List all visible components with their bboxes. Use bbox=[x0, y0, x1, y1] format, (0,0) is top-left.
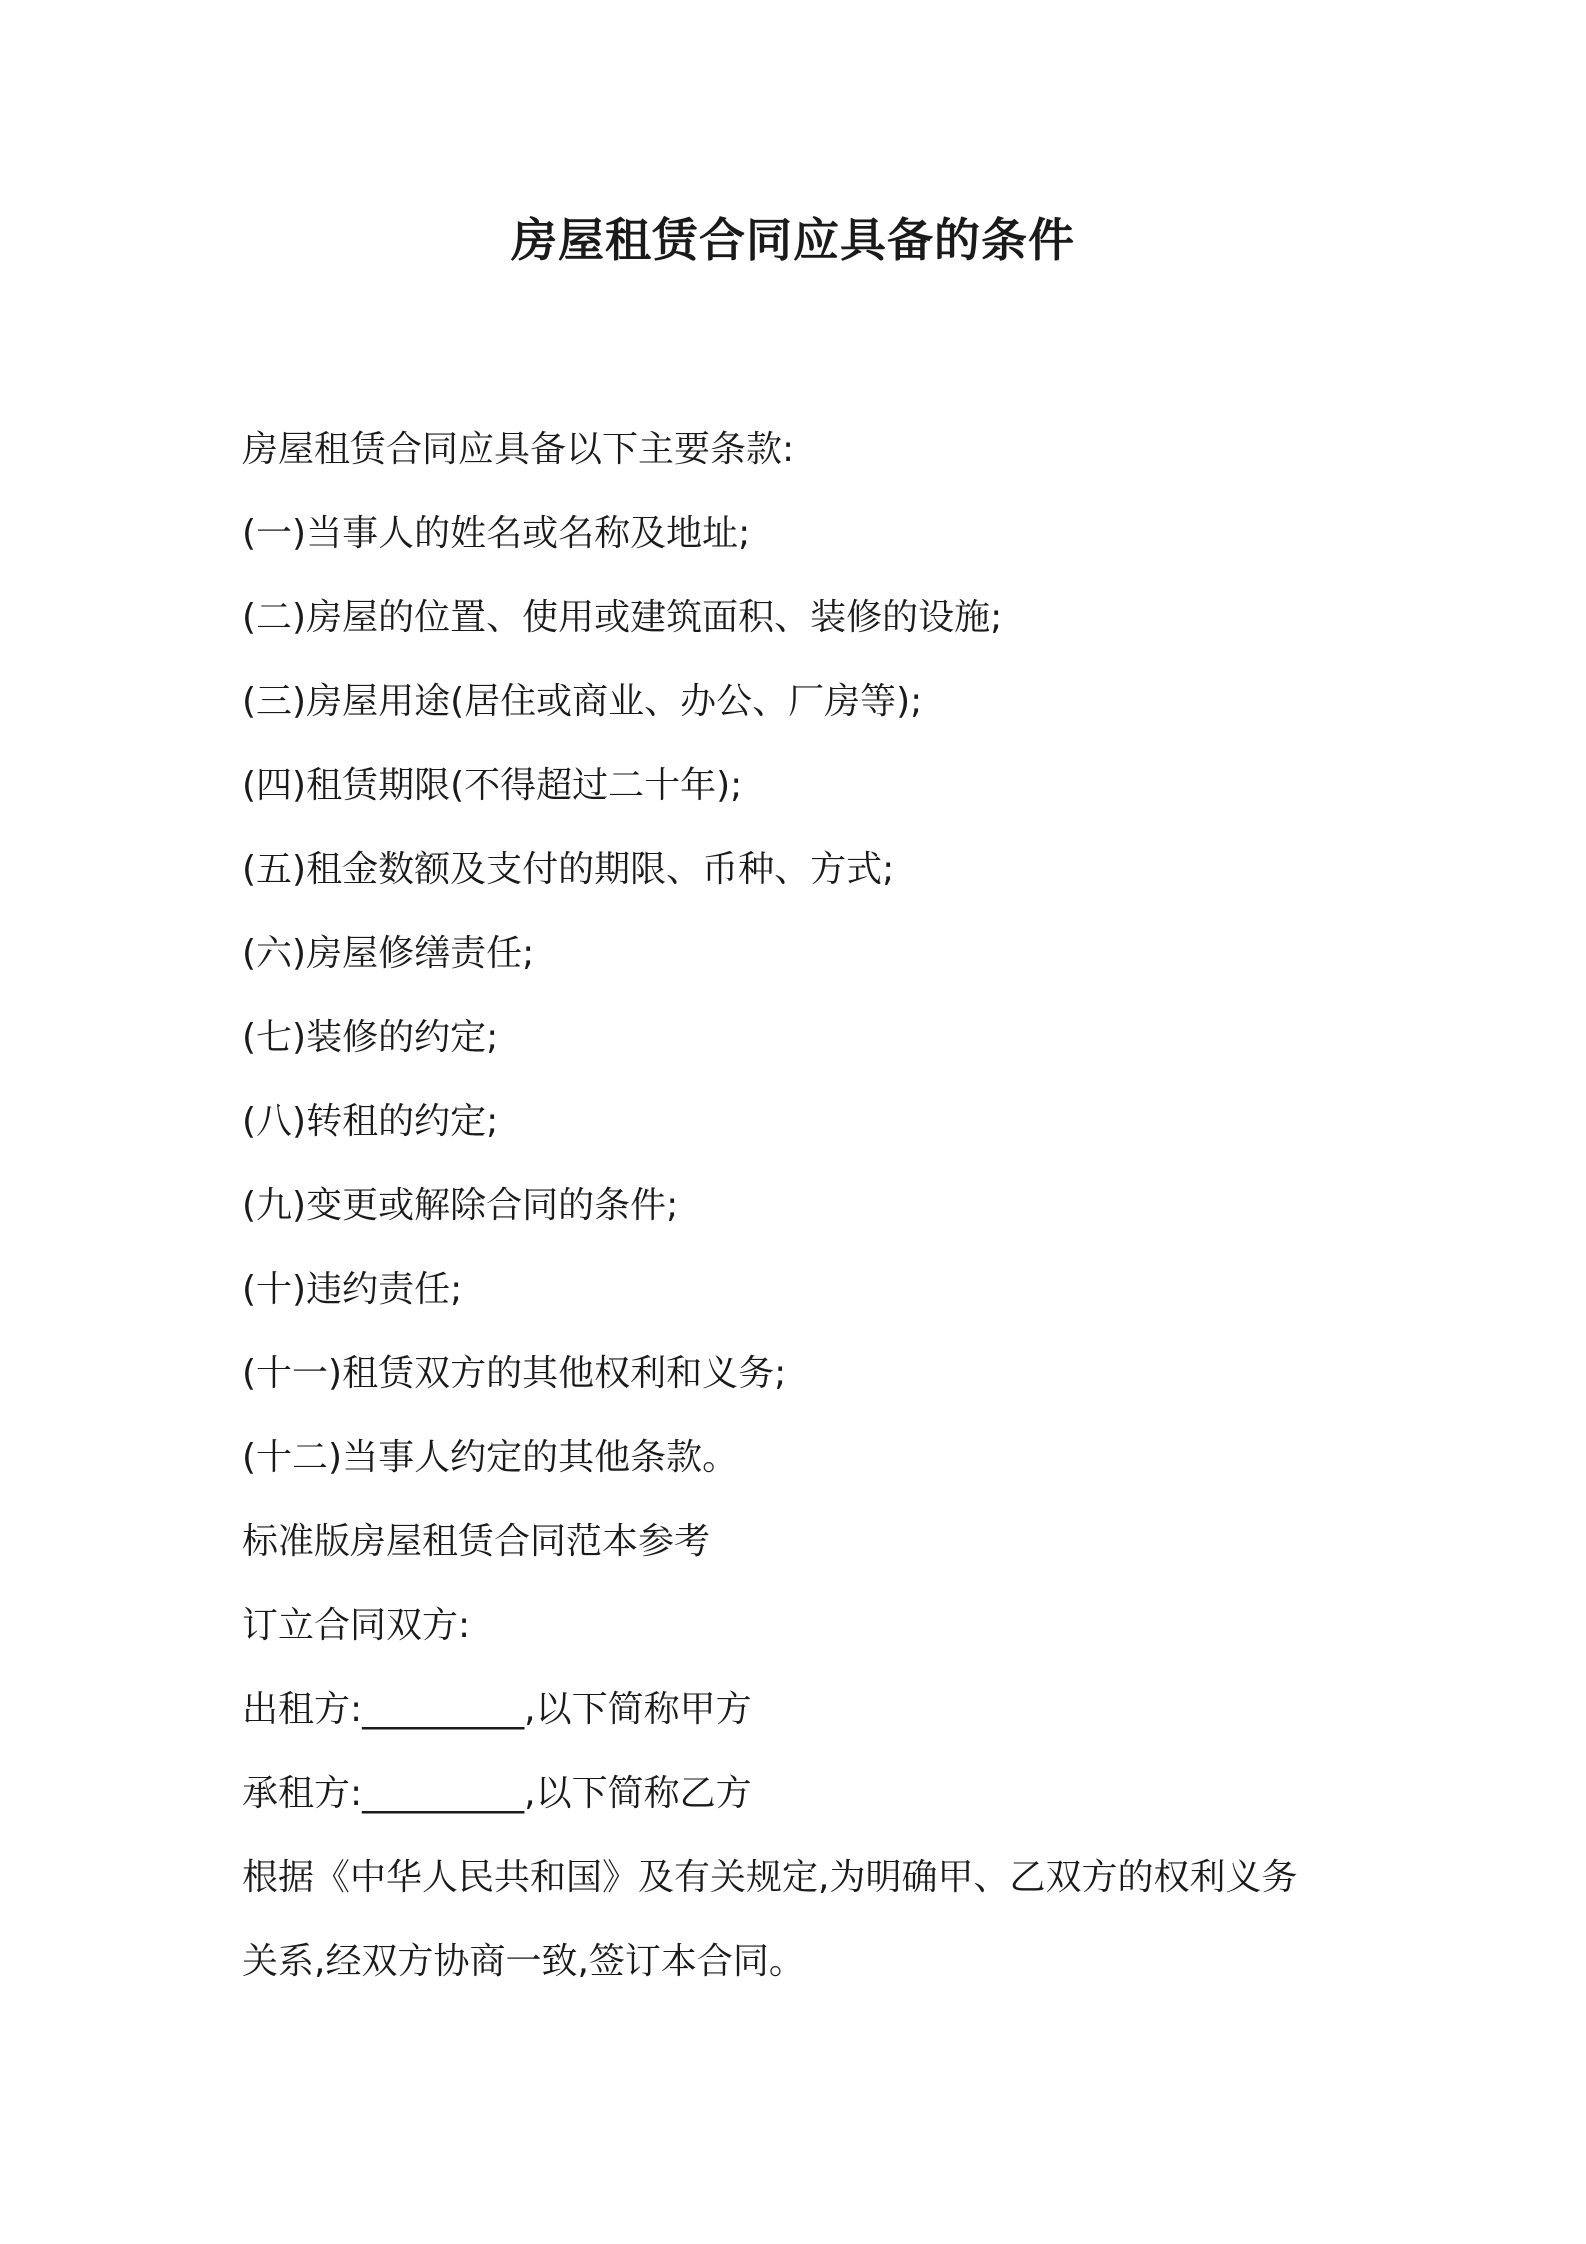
clause-6: (六)房屋修缮责任; bbox=[242, 933, 535, 974]
clause-7: (七)装修的约定; bbox=[242, 1017, 499, 1058]
document-body bbox=[242, 408, 1382, 2004]
clause-12: (十二)当事人约定的其他条款。 bbox=[242, 1437, 739, 1478]
clause-10: (十)违约责任; bbox=[242, 1269, 463, 1310]
preamble-line-1: 根据《中华人民共和国》及有关规定,为明确甲、乙双方的权利义务 bbox=[242, 1857, 1298, 1898]
clause-8: (八)转租的约定; bbox=[242, 1101, 499, 1142]
document-title: 房屋租赁合同应具备的条件 bbox=[511, 213, 1075, 267]
preamble-line-2: 关系,经双方协商一致,签订本合同。 bbox=[242, 1941, 805, 1982]
clause-9: (九)变更或解除合同的条件; bbox=[242, 1185, 679, 1226]
clause-11: (十一)租赁双方的其他权利和义务; bbox=[242, 1353, 787, 1394]
parties-heading: 订立合同双方: bbox=[242, 1605, 471, 1646]
clause-3: (三)房屋用途(居住或商业、办公、厂房等); bbox=[242, 681, 923, 722]
lessee-line: 承租方:_________,以下简称乙方 bbox=[242, 1773, 752, 1814]
clause-2: (二)房屋的位置、使用或建筑面积、装修的设施; bbox=[242, 597, 1003, 638]
clause-1: (一)当事人的姓名或名称及地址; bbox=[242, 513, 751, 554]
lessor-line: 出租方:_________,以下简称甲方 bbox=[242, 1689, 752, 1730]
clause-5: (五)租金数额及支付的期限、币种、方式; bbox=[242, 849, 895, 890]
clause-4: (四)租赁期限(不得超过二十年); bbox=[242, 765, 743, 806]
intro-line: 房屋租赁合同应具备以下主要条款: bbox=[242, 429, 795, 470]
sample-heading: 标准版房屋租赁合同范本参考 bbox=[242, 1521, 711, 1562]
